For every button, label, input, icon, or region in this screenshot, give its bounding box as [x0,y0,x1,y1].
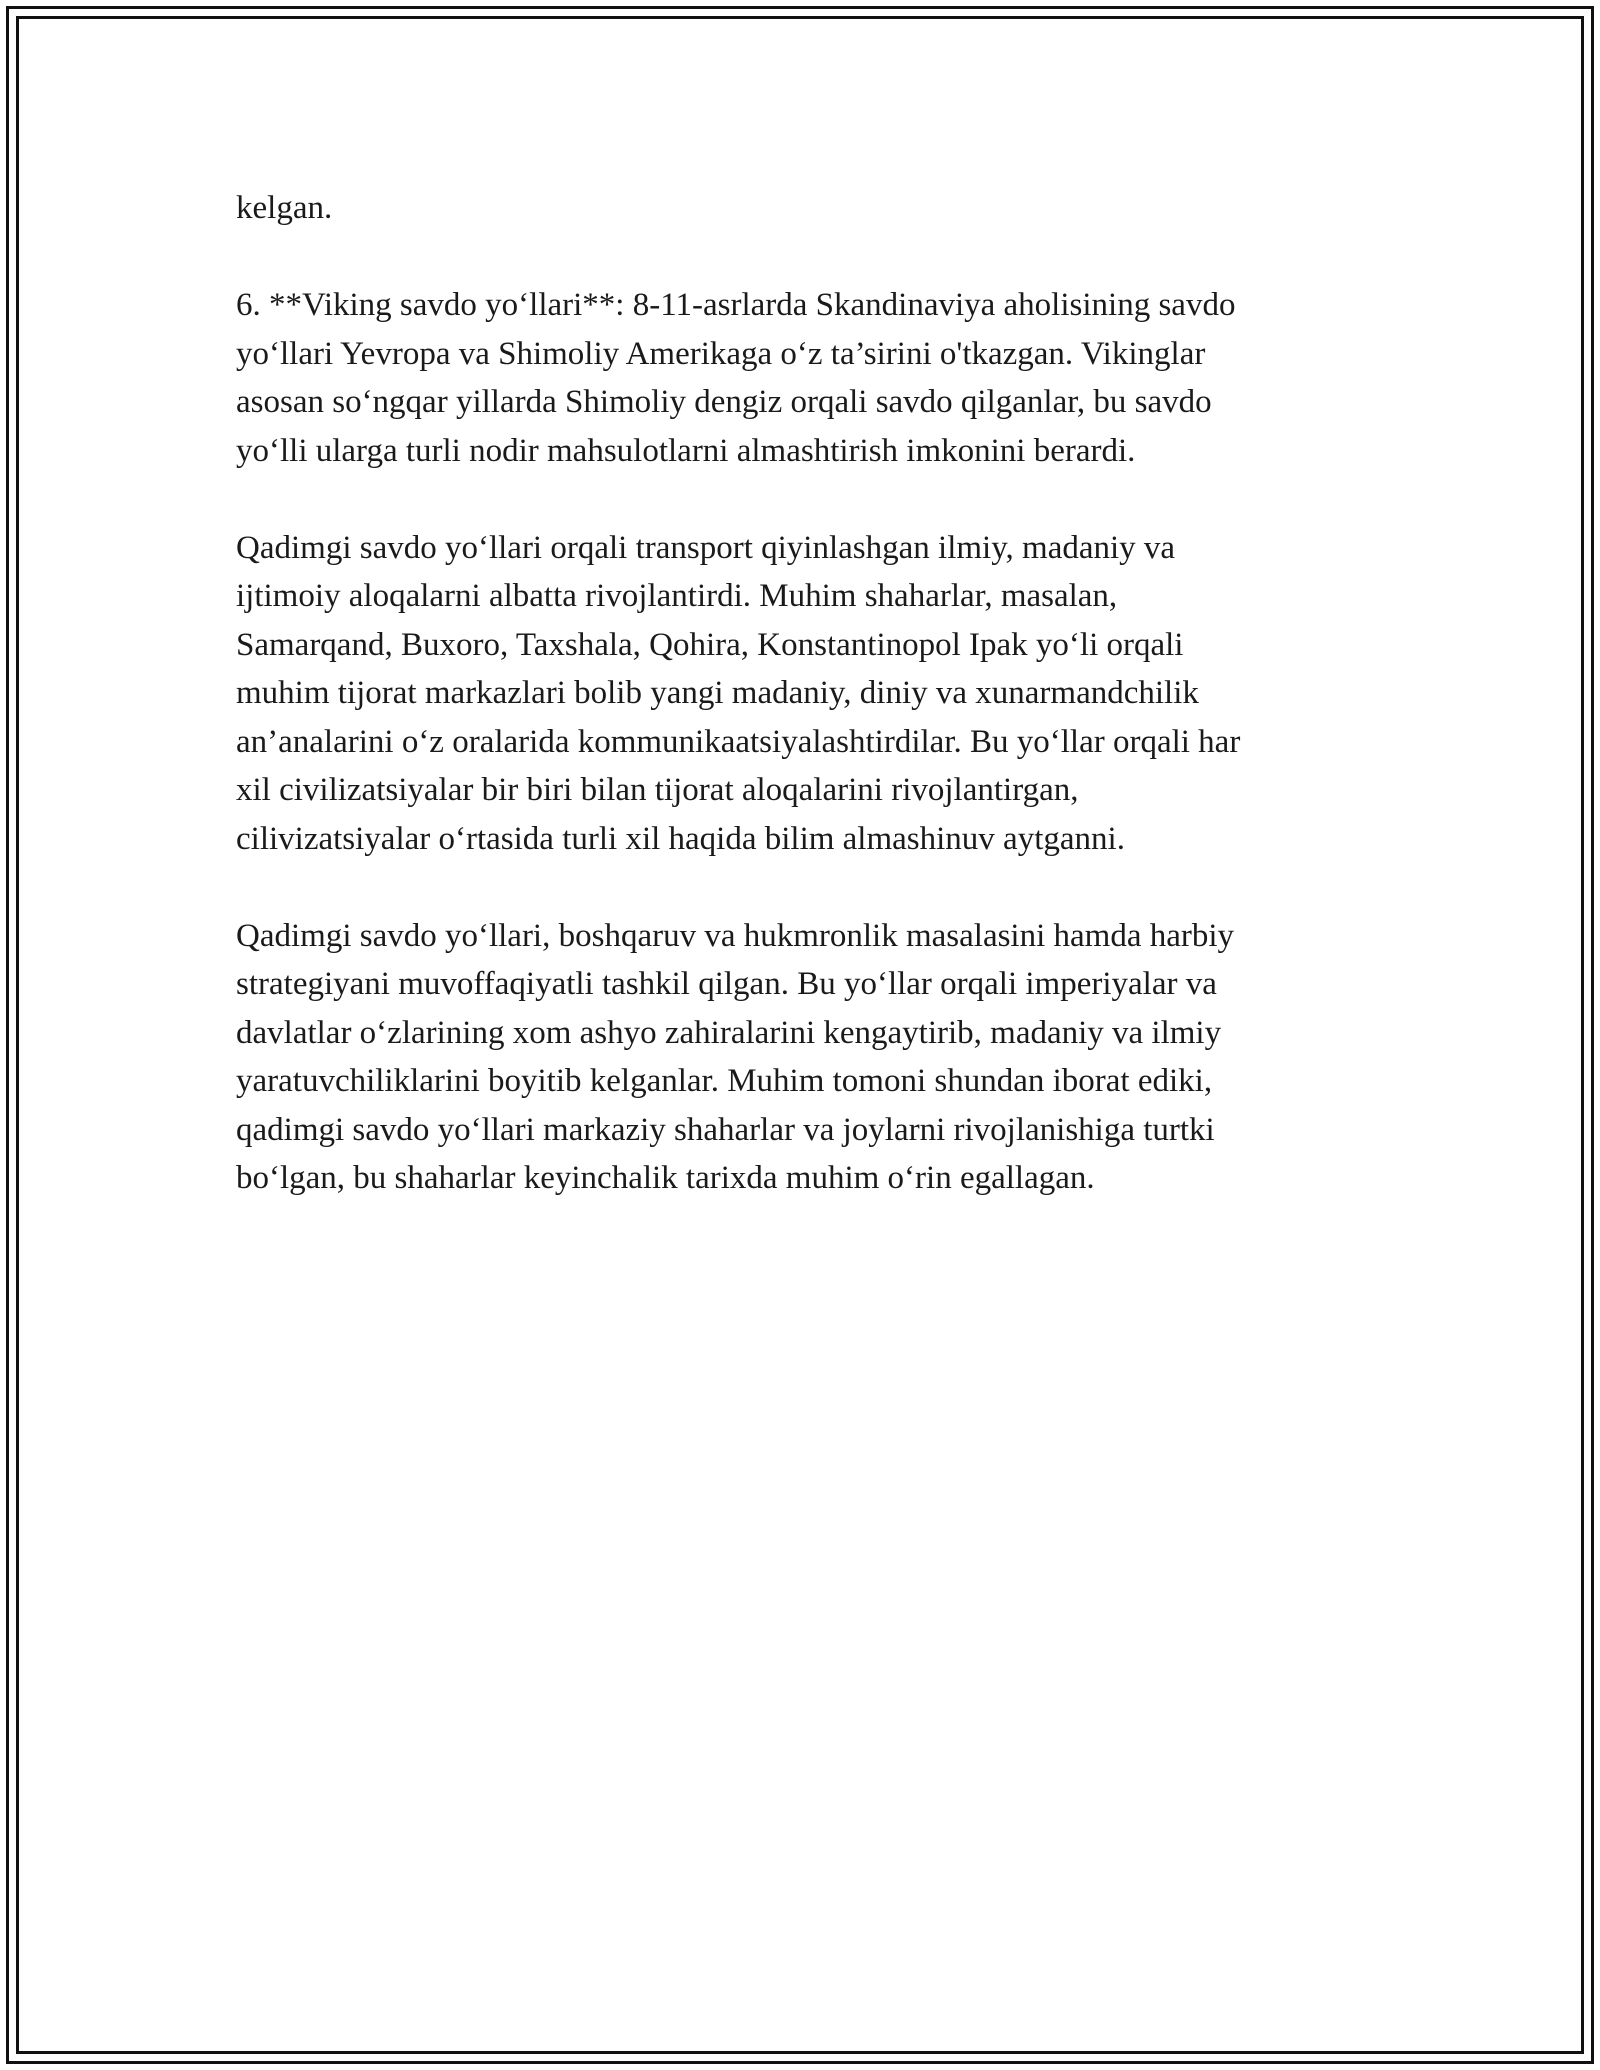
text-line: yo‘lli ularga turli nodir mahsulotlarni almashtirish imkonini berardi. [236,432,1136,469]
text-line: strategiyani muvoffaqiyatli tashkil qilgan. Bu yo‘llar orqali imperiyalar va [236,966,1217,1002]
text-line: muhim tijorat markazlari bolib yangi madaniy, diniy va xunarmandchilik [236,675,1199,711]
text-line: cilivizatsiyalar o‘rtasida turli xil haqida bilim almashinuv aytganni. [236,820,1125,857]
text-line: bo‘lgan, bu shaharlar keyinchalik tarixda muhim o‘rin egallagan. [236,1160,1095,1196]
text-line: xil civilizatsiyalar bir biri bilan tijorat aloqalarini rivojlantirgan, [236,772,1079,808]
text-line: Qadimgi savdo yo‘llari orqali transport qiyinlashgan ilmiy, madaniy va [236,529,1176,566]
text-line: Samarqand, Buxoro, Taxshala, Qohira, Konstantinopol Ipak yo‘li orqali [236,626,1184,663]
text-line: 6. **Viking savdo yo‘llari**: 8-11-asrlarda Skandinaviya aholisining savdo [236,287,1236,323]
text-line: qadimgi savdo yo‘llari markaziy shaharlar va joylarni rivojlanishiga turtki [236,1111,1215,1148]
paragraph-governance-strategy [236,912,1376,1203]
paragraph-cultural-exchange [236,524,1376,864]
text-line: kelgan. [236,190,333,226]
document-body [236,184,1376,1251]
text-line: asosan so‘ngqar yillarda Shimoliy dengiz orqali savdo qilganlar, bu savdo [236,384,1212,420]
text-line: Qadimgi savdo yo‘llari, boshqaruv va hukmronlik masalasini hamda harbiy [236,917,1235,954]
paragraph-viking-trade-routes [236,281,1376,475]
paragraph-continuation [236,184,1376,233]
text-line: davlatlar o‘zlarining xom ashyo zahiralarini kengaytirib, madaniy va ilmiy [236,1014,1222,1051]
text-line: ijtimoiy aloqalarni albatta rivojlantirdi. Muhim shaharlar, masalan, [236,578,1118,614]
text-line: yo‘llari Yevropa va Shimoliy Amerikaga o‘z ta’sirini o'tkazgan. Vikinglar [236,335,1206,372]
text-line: yaratuvchiliklarini boyitib kelganlar. Muhim tomoni shundan iborat ediki, [236,1063,1213,1099]
text-line: an’analarini o‘z oralarida kommunikaatsiyalashtirdilar. Bu yo‘llar orqali har [236,723,1241,760]
